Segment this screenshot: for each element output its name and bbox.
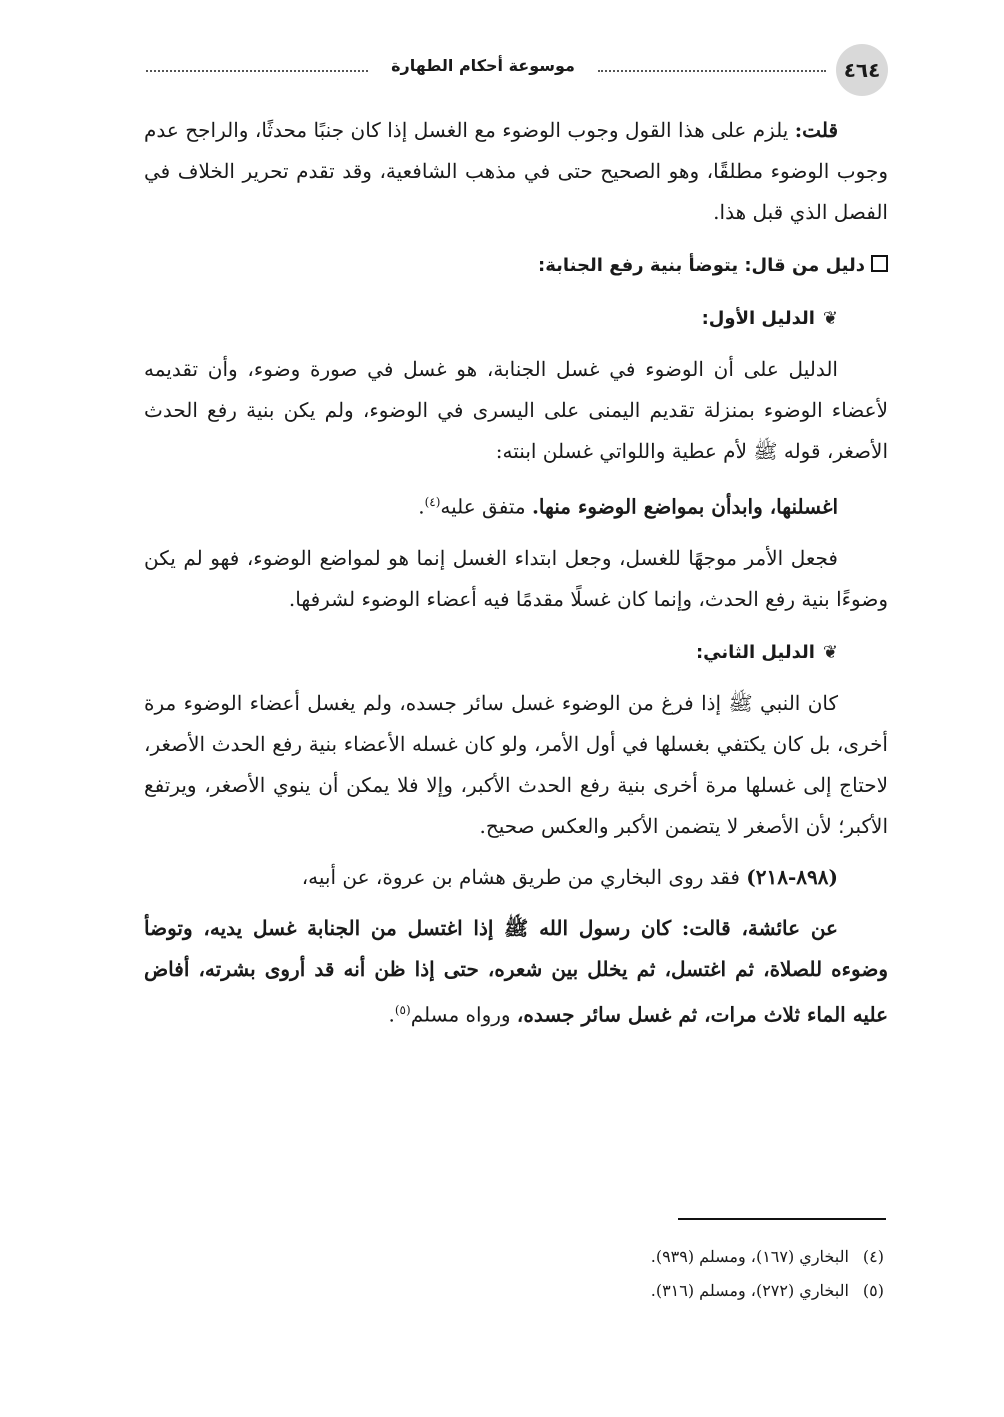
footnote-5 bbox=[144, 1274, 888, 1308]
narration-text: فقد روى البخاري من طريق هشام بن عروة، عن أبيه، bbox=[301, 864, 747, 889]
footnote-4 bbox=[144, 1240, 888, 1274]
footnote-text: البخاري (٢٧٢)، ومسلم (٣١٦). bbox=[650, 1281, 849, 1300]
footnote-ref-4[interactable]: (٤) bbox=[424, 495, 441, 509]
narration-line bbox=[144, 857, 888, 898]
header-dotted-rule-left bbox=[146, 70, 368, 72]
evidence-heading-text: الدليل الأول: bbox=[701, 308, 815, 329]
leaf-ornament-icon: ❦ bbox=[822, 308, 838, 329]
section-heading bbox=[144, 245, 888, 286]
paragraph-evidence-1: الدليل على أن الوضوء في غسل الجنابة، هو غسل في صورة وضوء، وأن تقديمه لأعضاء الوضوء بمنزلة تقديم اليمنى على اليسرى في الوضوء، ولم يكن بنية رفع الحدث الأصغر، قوله ﷺ لأم عطية واللواتي غسلن ابنته: bbox=[144, 357, 888, 463]
square-bullet-icon bbox=[871, 255, 888, 272]
paragraph-opinion bbox=[144, 110, 888, 233]
hadith-text: اغسلنها، وابدأن بمواضع الوضوء منها. bbox=[531, 494, 838, 519]
footnote-number: (٥) bbox=[862, 1281, 884, 1300]
evidence-heading-2 bbox=[144, 632, 888, 673]
hadith-text: عن عائشة، قالت: كان رسول الله ﷺ إذا اغتسل من الجنابة غسل يديه، وتوضأ وضوءه للصلاة، ثم اغتسل، ثم يخلل بين شعره، حتى إذا ظن أنه قد أروى بشرته، أفاض عليه الماء ثلاث مرات، ثم غسل سائر جسده، bbox=[144, 915, 888, 1027]
paragraph-evidence-2: كان النبي ﷺ إذا فرغ من الوضوء غسل سائر جسده، ولم يغسل أعضاء الوضوء مرة أخرى، بل كان يكتفي بغسلها في أول الأمر، ولو كان غسله الأعضاء بنية رفع الحدث الأصغر، لاحتاج إلى غسلها مرة أخرى بنية رفع الحدث الأكبر، وإلا فلا يمكن أن ينوي الأصغر، ويرتفع الأكبر؛ لأن الأصغر لا يتضمن الأكبر والعكس صحيح. bbox=[144, 690, 888, 838]
narration-number: (٨٩٨-٢١٨) bbox=[746, 864, 838, 889]
paragraph-explanation: فجعل الأمر موجهًا للغسل، وجعل ابتداء الغسل إنما هو لمواضع الوضوء، فهو لم يكن وضوءًا بنية رفع الحدث، وإنما كان غسلًا مقدمًا فيه أعضاء الوضوء لشرفها. bbox=[144, 545, 888, 611]
header-dotted-rule-right bbox=[598, 70, 826, 72]
footnote-text: البخاري (١٦٧)، ومسلم (٩٣٩). bbox=[650, 1247, 849, 1266]
footnote-separator bbox=[678, 1218, 886, 1220]
body-text bbox=[144, 110, 888, 1035]
footnotes bbox=[144, 1240, 888, 1308]
running-header-title: موسوعة أحكام الطهارة bbox=[391, 56, 575, 75]
page-number-badge bbox=[836, 44, 888, 96]
leaf-ornament-icon: ❦ bbox=[822, 641, 838, 663]
paragraph-text: يلزم على هذا القول وجوب الوضوء مع الغسل إذا كان جنبًا محدثًا، والراجح عدم وجوب الوضوء مطلقًا، وهو الصحيح حتى في مذهب الشافعية، وقد تقدم تحرير الخلاف في الفصل الذي قبل هذا. bbox=[144, 118, 888, 224]
page-number: ٤٦٤ bbox=[843, 58, 881, 82]
footnote-ref-5[interactable]: (٥) bbox=[394, 1002, 411, 1017]
evidence-heading-1 bbox=[144, 298, 888, 339]
hadith-quote-1: اغسلنها، وابدأن بمواضع الوضوء منها. متفق عليه$^{(٤)}$. bbox=[418, 494, 838, 519]
hadith-quote-2: عن عائشة، قالت: كان رسول الله ﷺ إذا اغتسل من الجنابة غسل يديه، وتوضأ وضوءه للصلاة، ثم اغتسل، ثم يخلل بين شعره، حتى إذا ظن أنه قد أروى بشرته، أفاض عليه الماء ثلاث مرات، ثم غسل سائر جسده، ورواه مسلم$^{(٥)}$. bbox=[144, 915, 888, 1027]
paragraph-lead: قلت: bbox=[794, 118, 838, 142]
hadith-source: متفق عليه bbox=[440, 494, 532, 519]
section-heading-text: دليل من قال: يتوضأ بنية رفع الجنابة: bbox=[538, 255, 865, 276]
hadith-source: ورواه مسلم bbox=[410, 1002, 517, 1027]
footnote-number: (٤) bbox=[862, 1247, 884, 1266]
evidence-heading-text: الدليل الثاني: bbox=[695, 641, 815, 663]
